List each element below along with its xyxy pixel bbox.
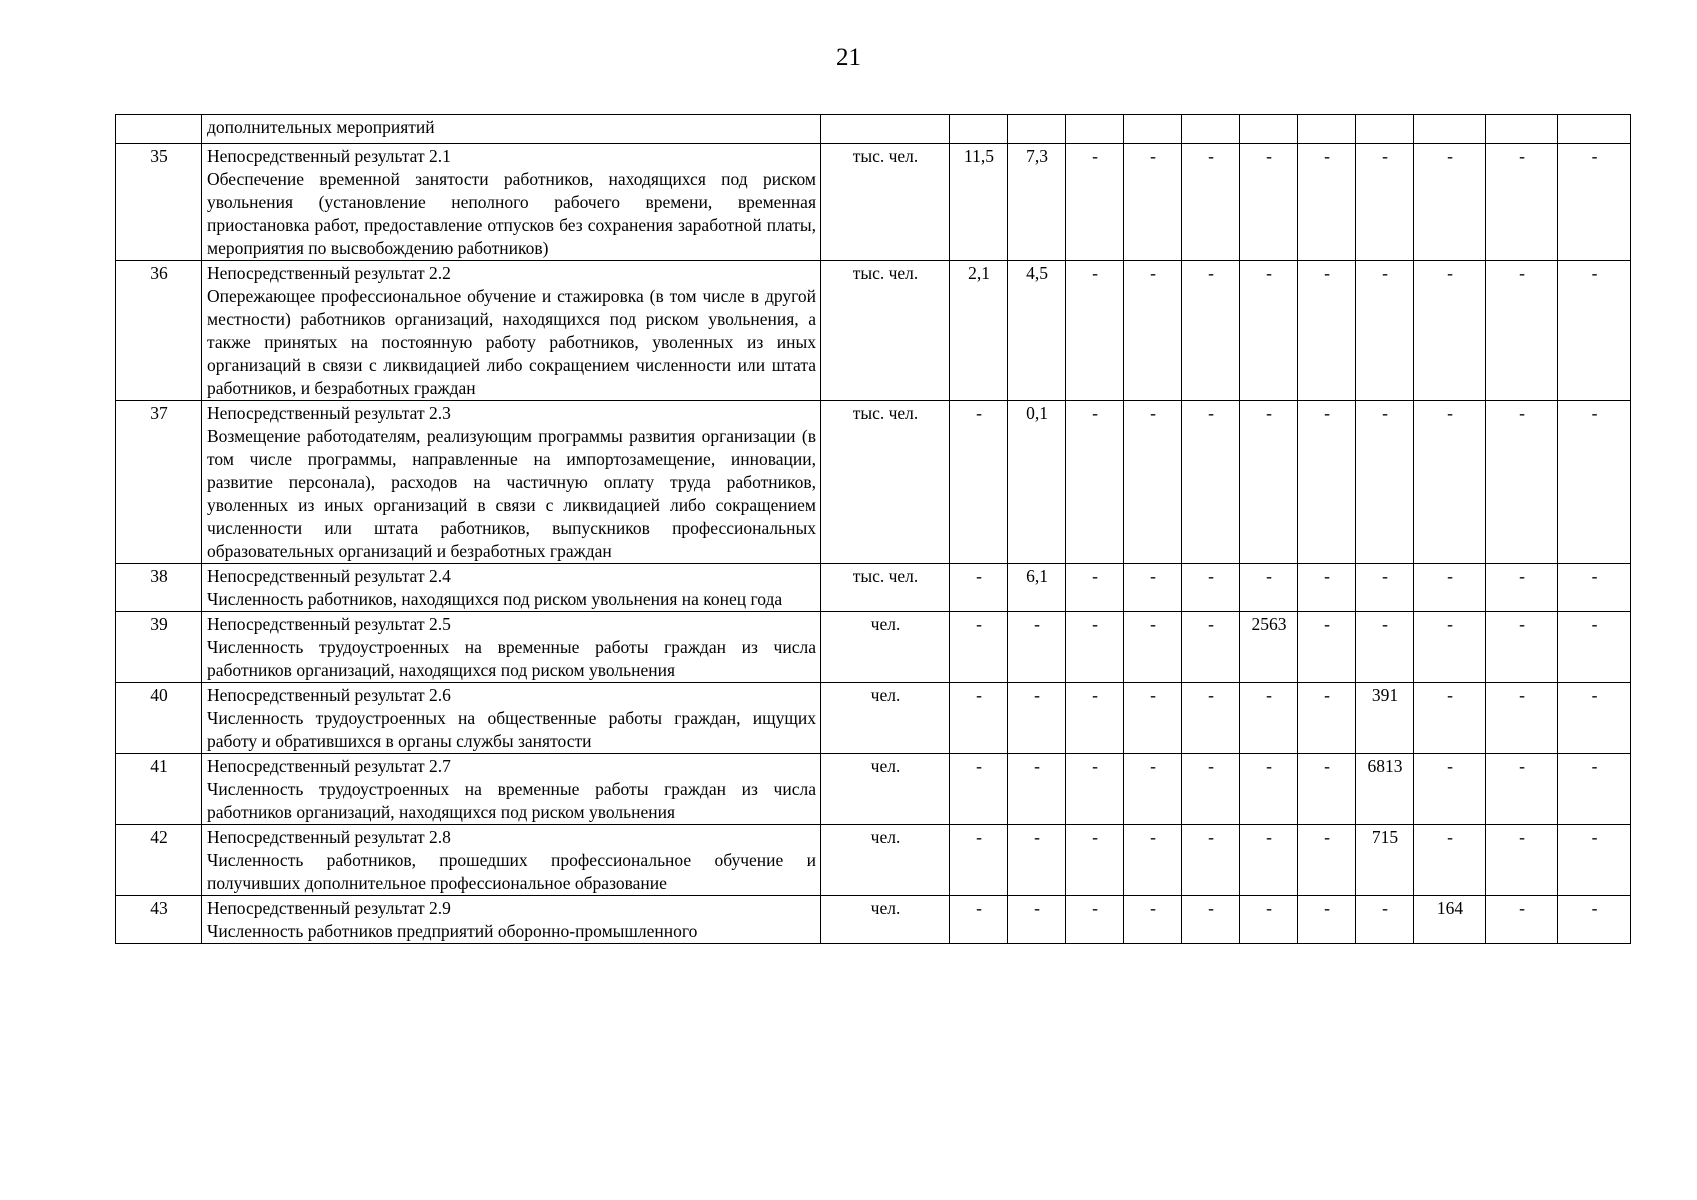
value-cell: - xyxy=(1240,683,1298,754)
row-description xyxy=(202,825,821,896)
value-cell: - xyxy=(1240,144,1298,261)
row-number: 38 xyxy=(116,564,202,612)
value-cell: - xyxy=(1240,825,1298,896)
value-cell: - xyxy=(950,754,1008,825)
continuation-value-cell xyxy=(1008,115,1066,144)
value-cell: - xyxy=(1414,401,1486,564)
result-title: Непосредственный результат 2.9 xyxy=(207,898,451,918)
continuation-value-cell xyxy=(1356,115,1414,144)
value-cell: - xyxy=(1124,754,1182,825)
value-cell: - xyxy=(1414,754,1486,825)
value-cell: - xyxy=(1486,683,1558,754)
value-cell: - xyxy=(1124,612,1182,683)
unit-cell: тыс. чел. xyxy=(821,401,950,564)
result-title: Непосредственный результат 2.7 xyxy=(207,756,451,776)
continuation-text: дополнительных мероприятий xyxy=(202,115,821,144)
table-row xyxy=(116,825,1631,896)
row-number: 42 xyxy=(116,825,202,896)
table-row xyxy=(116,144,1631,261)
value-cell: - xyxy=(1356,144,1414,261)
result-description: Опережающее профессиональное обучение и стажировка (в том числе в другой местности) работников организаций, находящихся под риском увольнения, а также принятых на постоянную работу работников, уволенных из иных организаций в связи с ликвидацией либо сокращением численности или штата работников, и безработных граждан xyxy=(207,286,816,398)
value-cell: - xyxy=(1558,144,1631,261)
value-cell: - xyxy=(1414,144,1486,261)
value-cell: 0,1 xyxy=(1008,401,1066,564)
value-cell: 6813 xyxy=(1356,754,1414,825)
value-cell: - xyxy=(1066,683,1124,754)
value-cell: - xyxy=(1066,754,1124,825)
continuation-value-cell xyxy=(1558,115,1631,144)
value-cell: - xyxy=(1182,564,1240,612)
row-description xyxy=(202,683,821,754)
value-cell: - xyxy=(1486,612,1558,683)
row-number: 35 xyxy=(116,144,202,261)
value-cell: - xyxy=(1008,754,1066,825)
row-description xyxy=(202,564,821,612)
continuation-value-cell xyxy=(1414,115,1486,144)
result-title: Непосредственный результат 2.2 xyxy=(207,263,451,283)
row-number: 39 xyxy=(116,612,202,683)
value-cell: - xyxy=(1008,683,1066,754)
value-cell: - xyxy=(1298,612,1356,683)
row-number: 37 xyxy=(116,401,202,564)
value-cell: - xyxy=(1486,896,1558,944)
value-cell: - xyxy=(1356,612,1414,683)
table-row xyxy=(116,564,1631,612)
table-row xyxy=(116,612,1631,683)
value-cell: - xyxy=(1356,401,1414,564)
value-cell: 391 xyxy=(1356,683,1414,754)
continuation-value-cell xyxy=(1066,115,1124,144)
result-description: Численность трудоустроенных на временные работы граждан из числа работников организаций, находящихся под риском увольнения xyxy=(207,637,816,680)
unit-cell: тыс. чел. xyxy=(821,261,950,401)
value-cell: - xyxy=(1486,261,1558,401)
value-cell: - xyxy=(1182,401,1240,564)
continuation-num-cell xyxy=(116,115,202,144)
value-cell: - xyxy=(1182,683,1240,754)
value-cell: 2563 xyxy=(1240,612,1298,683)
value-cell: 2,1 xyxy=(950,261,1008,401)
row-number: 36 xyxy=(116,261,202,401)
value-cell: - xyxy=(1414,564,1486,612)
value-cell: - xyxy=(1066,144,1124,261)
result-description: Численность трудоустроенных на временные работы граждан из числа работников организаций, находящихся под риском увольнения xyxy=(207,779,816,822)
value-cell: - xyxy=(1066,261,1124,401)
value-cell: - xyxy=(1066,401,1124,564)
result-title: Непосредственный результат 2.1 xyxy=(207,146,451,166)
value-cell: - xyxy=(1008,896,1066,944)
value-cell: - xyxy=(950,401,1008,564)
result-title: Непосредственный результат 2.5 xyxy=(207,614,451,634)
continuation-value-cell xyxy=(1124,115,1182,144)
table-row xyxy=(116,261,1631,401)
value-cell: - xyxy=(950,683,1008,754)
results-table xyxy=(115,114,1631,944)
table-body xyxy=(116,115,1631,944)
value-cell: - xyxy=(1298,401,1356,564)
value-cell: - xyxy=(1558,683,1631,754)
table-row xyxy=(116,896,1631,944)
value-cell: - xyxy=(1124,261,1182,401)
continuation-unit-cell xyxy=(821,115,950,144)
value-cell: - xyxy=(1124,564,1182,612)
value-cell: - xyxy=(1240,754,1298,825)
value-cell: - xyxy=(1240,261,1298,401)
continuation-value-cell xyxy=(1298,115,1356,144)
row-description xyxy=(202,144,821,261)
continuation-value-cell xyxy=(1486,115,1558,144)
value-cell: - xyxy=(1486,754,1558,825)
value-cell: 6,1 xyxy=(1008,564,1066,612)
value-cell: - xyxy=(1414,261,1486,401)
row-description xyxy=(202,261,821,401)
value-cell: - xyxy=(1240,564,1298,612)
value-cell: - xyxy=(1182,612,1240,683)
value-cell: - xyxy=(1558,896,1631,944)
value-cell: - xyxy=(1356,896,1414,944)
value-cell: - xyxy=(1240,401,1298,564)
unit-cell: чел. xyxy=(821,896,950,944)
value-cell: - xyxy=(1298,144,1356,261)
value-cell: - xyxy=(1182,261,1240,401)
continuation-value-cell xyxy=(1182,115,1240,144)
unit-cell: тыс. чел. xyxy=(821,144,950,261)
value-cell: - xyxy=(1298,564,1356,612)
result-title: Непосредственный результат 2.6 xyxy=(207,685,451,705)
value-cell: - xyxy=(1182,825,1240,896)
value-cell: - xyxy=(1008,612,1066,683)
value-cell: - xyxy=(1558,261,1631,401)
unit-cell: чел. xyxy=(821,683,950,754)
unit-cell: тыс. чел. xyxy=(821,564,950,612)
value-cell: - xyxy=(950,564,1008,612)
row-number: 40 xyxy=(116,683,202,754)
table-row xyxy=(116,754,1631,825)
unit-cell: чел. xyxy=(821,825,950,896)
value-cell: - xyxy=(1558,612,1631,683)
value-cell: 11,5 xyxy=(950,144,1008,261)
value-cell: - xyxy=(1066,896,1124,944)
value-cell: - xyxy=(1124,683,1182,754)
result-description: Возмещение работодателям, реализующим программы развития организации (в том числе программы, направленные на импортозамещение, инновации, развитие персонала), расходов на частичную оплату труда работников, уволенных из иных организаций в связи с ликвидацией либо сокращением численности или штата работников, выпускников профессиональных образовательных организаций и безработных граждан xyxy=(207,426,816,561)
value-cell: 4,5 xyxy=(1008,261,1066,401)
value-cell: - xyxy=(1558,825,1631,896)
value-cell: - xyxy=(1356,261,1414,401)
value-cell: 164 xyxy=(1414,896,1486,944)
value-cell: 715 xyxy=(1356,825,1414,896)
result-description: Численность работников, находящихся под риском увольнения на конец года xyxy=(207,589,783,609)
continuation-row xyxy=(116,115,1631,144)
unit-cell: чел. xyxy=(821,754,950,825)
value-cell: - xyxy=(1298,754,1356,825)
value-cell: - xyxy=(1124,896,1182,944)
value-cell: - xyxy=(1558,401,1631,564)
row-description xyxy=(202,896,821,944)
value-cell: - xyxy=(1298,896,1356,944)
value-cell: - xyxy=(1182,754,1240,825)
value-cell: - xyxy=(950,896,1008,944)
value-cell: - xyxy=(1182,144,1240,261)
table-row xyxy=(116,401,1631,564)
value-cell: - xyxy=(1558,564,1631,612)
value-cell: - xyxy=(1124,401,1182,564)
result-description: Численность трудоустроенных на общественные работы граждан, ищущих работу и обратившихся в органы службы занятости xyxy=(207,708,816,751)
table-row xyxy=(116,683,1631,754)
value-cell: - xyxy=(1124,825,1182,896)
value-cell: - xyxy=(1486,564,1558,612)
value-cell: - xyxy=(1298,825,1356,896)
value-cell: 7,3 xyxy=(1008,144,1066,261)
unit-cell: чел. xyxy=(821,612,950,683)
value-cell: - xyxy=(1066,564,1124,612)
row-description xyxy=(202,754,821,825)
value-cell: - xyxy=(1240,896,1298,944)
value-cell: - xyxy=(950,825,1008,896)
result-description: Обеспечение временной занятости работников, находящихся под риском увольнения (установление неполного рабочего времени, временная приостановка работ, предоставление отпусков без сохранения заработной платы, мероприятия по высвобождению работников) xyxy=(207,169,816,258)
row-description xyxy=(202,401,821,564)
result-title: Непосредственный результат 2.3 xyxy=(207,403,451,423)
value-cell: - xyxy=(1356,564,1414,612)
value-cell: - xyxy=(1414,825,1486,896)
value-cell: - xyxy=(1414,683,1486,754)
value-cell: - xyxy=(1486,144,1558,261)
value-cell: - xyxy=(1008,825,1066,896)
value-cell: - xyxy=(1066,612,1124,683)
row-number: 43 xyxy=(116,896,202,944)
page-number: 21 xyxy=(836,44,861,71)
value-cell: - xyxy=(950,612,1008,683)
value-cell: - xyxy=(1182,896,1240,944)
result-title: Непосредственный результат 2.8 xyxy=(207,827,451,847)
value-cell: - xyxy=(1558,754,1631,825)
value-cell: - xyxy=(1298,261,1356,401)
value-cell: - xyxy=(1298,683,1356,754)
result-description: Численность работников, прошедших профессиональное обучение и получивших дополнительное профессиональное образование xyxy=(207,850,816,893)
result-description: Численность работников предприятий оборонно-промышленного xyxy=(207,921,698,941)
value-cell: - xyxy=(1124,144,1182,261)
value-cell: - xyxy=(1414,612,1486,683)
value-cell: - xyxy=(1066,825,1124,896)
result-title: Непосредственный результат 2.4 xyxy=(207,566,451,586)
continuation-value-cell xyxy=(950,115,1008,144)
value-cell: - xyxy=(1486,401,1558,564)
row-number: 41 xyxy=(116,754,202,825)
continuation-value-cell xyxy=(1240,115,1298,144)
value-cell: - xyxy=(1486,825,1558,896)
row-description xyxy=(202,612,821,683)
